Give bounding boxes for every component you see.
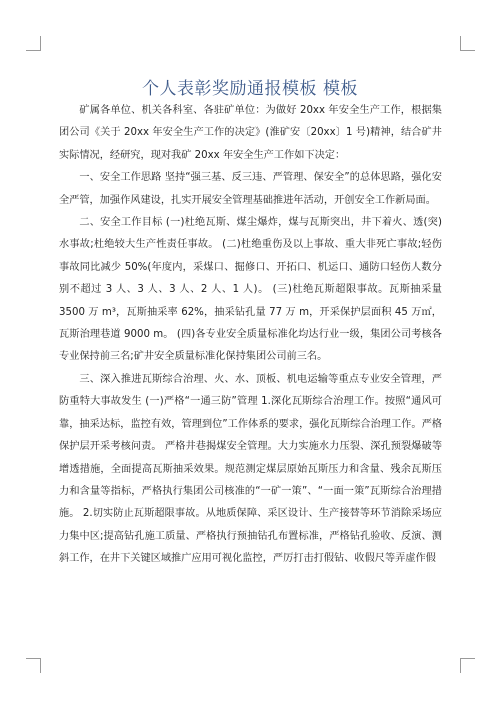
crop-mark-top-left bbox=[26, 36, 41, 51]
paragraph-safety-approach: 一、安全工作思路 坚持“强三基、反三违、严管理、保安全”的总体思路，强化安全严管，加强作风建设，扎实开展安全管理基础推进年活动，开创安全工作新局面。 bbox=[59, 172, 442, 206]
paragraph-safety-goals: 二、安全工作目标 (一)杜绝瓦斯、煤尘爆炸，煤与瓦斯突出，井下着火、透(突)水事故;杜绝较大生产性责任事故。 (二)杜绝重伤及以上事故、重大非死亡事故;轻伤事故同比减少 50%(年度内，采煤口、掘修口、开拓口、机运口、通防口轻伤人数分别不超过 3 人、3 人、3 人、2 人、1 人)。 (三)杜绝瓦斯超限事故。瓦斯抽采量 3500 万 m³，瓦斯抽采率 62%，抽采钻孔量 77 万 m，开采保护层面积 45 万㎡，瓦斯治理巷道 9000 m。 (四)各专业安全质量标准化均达行业一级，集团公司考核各专业保持前三名;矿井安全质量标准化保持集团公司前三名。 bbox=[59, 217, 442, 363]
paragraph-salutation: 矿属各单位、机关各科室、各驻矿单位：为做好 20xx 年安全生产工作，根据集团公司《关于 20xx 年安全生产工作的决定》(淮矿安〔20xx〕1 号)精神，结合矿井实际情况，经研究，现对我矿 20xx 年安全生产工作如下决定： bbox=[59, 105, 442, 161]
paragraph-key-management: 三、深入推进瓦斯综合治理、火、水、顶板、机电运输等重点专业安全管理，严防重特大事故发生 (一)严格“一通三防”管理 1.深化瓦斯综合治理工作。按照“通风可靠，抽采达标，监控有效，管理到位”工作体系的要求，强化瓦斯综合治理工作。严格保护层开采考核问责。 严格井巷揭煤安全管理。大力实施水力压裂、深孔预裂爆破等增透措施，全面提高瓦斯抽采效果。规范测定煤层原始瓦斯压力和含量、残余瓦斯压力和含量等指标，严格执行集团公司核准的“一矿一策”、“一面一策”瓦斯综合治理措施。 2.切实防止瓦斯超限事故。从地质保障、采区设计、生产接替等环节消除采场应力集中区;提高钻孔施工质量、严格执行预抽钻孔布置标准，严格钻孔验收、反演、测斜工作，在井下关键区域推广应用可视化监控，严厉打击打假钻、收假尺等弄虚作假 bbox=[59, 373, 442, 565]
crop-mark-top-right bbox=[460, 36, 475, 51]
document-title: 个人表彰奖励通报模板 模板 bbox=[142, 79, 358, 100]
document-body bbox=[59, 100, 442, 571]
crop-mark-bottom-right bbox=[460, 658, 475, 673]
crop-mark-bottom-left bbox=[26, 658, 41, 673]
